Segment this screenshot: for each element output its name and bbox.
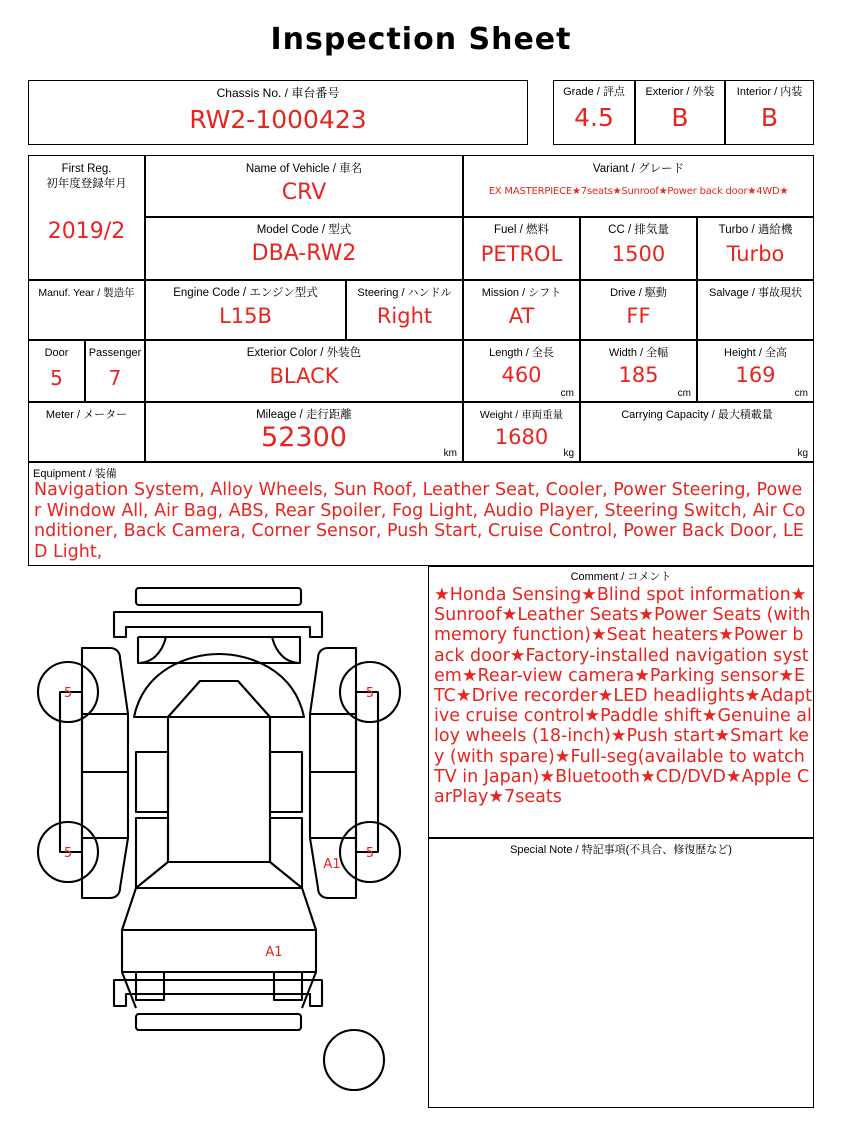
height-label: Height / 全高	[724, 347, 787, 359]
displacement-value: 1500	[611, 242, 666, 266]
carrying-capacity-unit: kg	[797, 448, 808, 459]
height-unit: cm	[794, 388, 808, 399]
comment-section	[428, 566, 814, 838]
fuel-label: Fuel / 燃料	[494, 224, 549, 236]
turbo-label: Turbo / 過給機	[718, 224, 793, 236]
damage-marker-rear-bumper: A1	[265, 945, 283, 960]
height-cell	[697, 340, 814, 402]
fuel-value: PETROL	[480, 242, 563, 266]
chassis-number-cell	[28, 80, 528, 145]
width-value: 185	[618, 363, 659, 387]
displacement-cell	[580, 217, 697, 280]
first-registration-label-jp: 初年度登録年月	[46, 178, 127, 190]
mission-cell	[463, 280, 580, 340]
damage-marker-right-rear-door: A1	[323, 857, 341, 872]
exterior-grade-value: B	[671, 103, 689, 132]
rear-left-fender	[82, 838, 128, 898]
first-registration-cell	[28, 155, 145, 280]
door-count-label: Door	[44, 347, 69, 359]
engine-code-cell	[145, 280, 346, 340]
mission-value: AT	[508, 304, 535, 328]
length-value: 460	[501, 363, 542, 387]
right-rocker	[356, 692, 378, 852]
interior-grade-cell	[725, 80, 814, 145]
fuel-cell	[463, 217, 580, 280]
left-rocker	[60, 692, 82, 852]
steering-label: Steering / ハンドル	[357, 287, 452, 299]
vehicle-diagram-svg	[14, 570, 424, 1115]
front-bumper-inner	[114, 612, 322, 637]
left-quarter-panel	[136, 818, 168, 888]
front-bumper-outer	[136, 588, 301, 605]
mileage-cell	[145, 402, 463, 462]
steering-cell	[346, 280, 463, 340]
spare-tire	[324, 1030, 384, 1090]
passenger-count-cell	[85, 340, 145, 402]
interior-grade-label: Interior / 内装	[736, 86, 803, 98]
left-rear-door	[82, 772, 128, 838]
rear-left-lamp	[136, 972, 164, 1000]
door-count-value: 5	[50, 366, 63, 390]
model-code-label: Model Code / 型式	[256, 224, 352, 236]
height-value: 169	[735, 363, 776, 387]
manufacture-year-label: Manuf. Year / 製造年	[38, 287, 135, 299]
exterior-grade-label: Exterior / 外装	[645, 86, 715, 98]
exterior-color-value: BLACK	[269, 364, 339, 388]
length-label: Length / 全長	[489, 347, 554, 359]
vehicle-damage-diagram	[14, 570, 424, 1115]
vehicle-name-cell	[145, 155, 463, 217]
grade-label: Grade / 評点	[563, 86, 625, 98]
vehicle-name-label: Name of Vehicle / 車名	[245, 163, 363, 175]
first-registration-label	[29, 162, 144, 192]
page-title: Inspection Sheet	[270, 22, 572, 57]
trunk-lid	[122, 930, 316, 972]
equipment-value: Navigation System, Alloy Wheels, Sun Roof, Leather Seat, Cooler, Power Steering, Power Window All, Air Bag, ABS, Rear Spoiler, Fog Light, Audio Player, Steering Switch, Air Conditioner, Back Camera, Corner Sensor, Push Start, Cruise Control, Power Back Door, LED Light,	[34, 480, 806, 562]
salvage-label: Salvage / 事故現状	[709, 287, 802, 299]
exterior-grade-cell	[635, 80, 725, 145]
damage-marker-front-left-wheel: 5	[63, 686, 73, 701]
width-unit: cm	[677, 388, 691, 399]
comment-value: ★Honda Sensing★Blind spot information★Sunroof★Leather Seats★Power Seats (with memory function)★Seat heaters★Power back door★Factory-installed navigation system★Rear-view camera★Parking sensor★ETC★Drive recorder★LED headlights★Adaptive cruise control★Paddle shift★Genuine alloy wheels (18-inch)★Push start★Smart key (with spare)★Full-seg(available to watch TV in Japan)★Bluetooth★CD/DVD★Apple CarPlay★7seats	[434, 585, 812, 808]
manufacture-year-cell	[28, 280, 145, 340]
variant-value: EX MASTERPIECE★7seats★Sunroof★Power back door★4WD★	[488, 186, 789, 197]
bonnet	[138, 637, 300, 663]
width-label: Width / 全幅	[608, 347, 669, 359]
front-right-fender	[310, 648, 356, 714]
passenger-count-label: Passenger	[88, 347, 142, 359]
meter-cell	[28, 402, 145, 462]
drive-cell	[580, 280, 697, 340]
damage-marker-front-right-wheel: 5	[365, 686, 375, 701]
engine-code-label: Engine Code / エンジン型式	[173, 287, 318, 299]
rear-bumper-inner	[114, 980, 322, 1006]
carrying-capacity-cell	[580, 402, 814, 462]
mileage-label: Mileage / 走行距離	[256, 409, 352, 421]
steering-value: Right	[376, 304, 433, 328]
exterior-color-label: Exterior Color / 外装色	[246, 347, 362, 359]
displacement-label: CC / 排気量	[608, 224, 669, 236]
special-note-label: Special Note / 特記事項(不具合、修復歴など)	[510, 844, 732, 856]
roof	[168, 717, 270, 862]
rear-corner-lines	[122, 972, 316, 1008]
drive-value: FF	[626, 304, 651, 328]
variant-label: Variant / グレード	[592, 163, 685, 175]
door-count-cell	[28, 340, 85, 402]
weight-unit: kg	[563, 448, 574, 459]
mission-label: Mission / シフト	[481, 287, 562, 299]
roof-front-edge	[134, 681, 304, 717]
mileage-unit: km	[443, 448, 457, 459]
interior-grade-value: B	[760, 103, 779, 132]
equipment-label: Equipment / 装備	[33, 468, 117, 480]
rear-bumper-outer	[136, 1014, 301, 1030]
mileage-value: 52300	[261, 422, 347, 453]
equipment-section	[28, 462, 814, 566]
vehicle-name-value: CRV	[281, 180, 327, 205]
left-sill-front	[136, 752, 168, 812]
variant-cell	[463, 155, 814, 217]
salvage-cell	[697, 280, 814, 340]
length-unit: cm	[560, 388, 574, 399]
drive-label: Drive / 駆動	[610, 287, 667, 299]
right-sill-front	[270, 752, 302, 812]
meter-label: Meter / メーター	[45, 409, 128, 421]
first-registration-value: 2019/2	[47, 219, 126, 244]
turbo-cell	[697, 217, 814, 280]
grade-cell	[553, 80, 635, 145]
rear-deck	[122, 888, 316, 930]
grade-value: 4.5	[574, 103, 614, 132]
chassis-number-value: RW2-1000423	[189, 105, 367, 134]
special-note-section	[428, 838, 814, 1108]
right-front-door	[310, 714, 356, 772]
weight-value: 1680	[494, 425, 549, 449]
first-registration-label-en: First Reg.	[61, 163, 112, 175]
model-code-cell	[145, 217, 463, 280]
weight-cell	[463, 402, 580, 462]
right-quarter-panel	[270, 818, 302, 888]
comment-label: Comment / コメント	[570, 571, 672, 583]
left-front-door	[82, 714, 128, 772]
rear-right-lamp	[274, 972, 302, 1000]
turbo-value: Turbo	[726, 242, 785, 266]
damage-marker-rear-right-wheel: 5	[365, 846, 375, 861]
engine-code-value: L15B	[219, 304, 272, 328]
damage-marker-rear-left-wheel: 5	[63, 846, 73, 861]
exterior-color-cell	[145, 340, 463, 402]
passenger-count-value: 7	[108, 366, 122, 390]
carrying-capacity-label: Carrying Capacity / 最大積載量	[621, 409, 773, 421]
chassis-number-label: Chassis No. / 車台番号	[216, 86, 340, 100]
weight-label: Weight / 車両重量	[479, 409, 564, 421]
length-cell	[463, 340, 580, 402]
model-code-value: DBA-RW2	[251, 241, 357, 266]
right-rear-door	[310, 772, 356, 838]
front-left-fender	[82, 648, 128, 714]
width-cell	[580, 340, 697, 402]
